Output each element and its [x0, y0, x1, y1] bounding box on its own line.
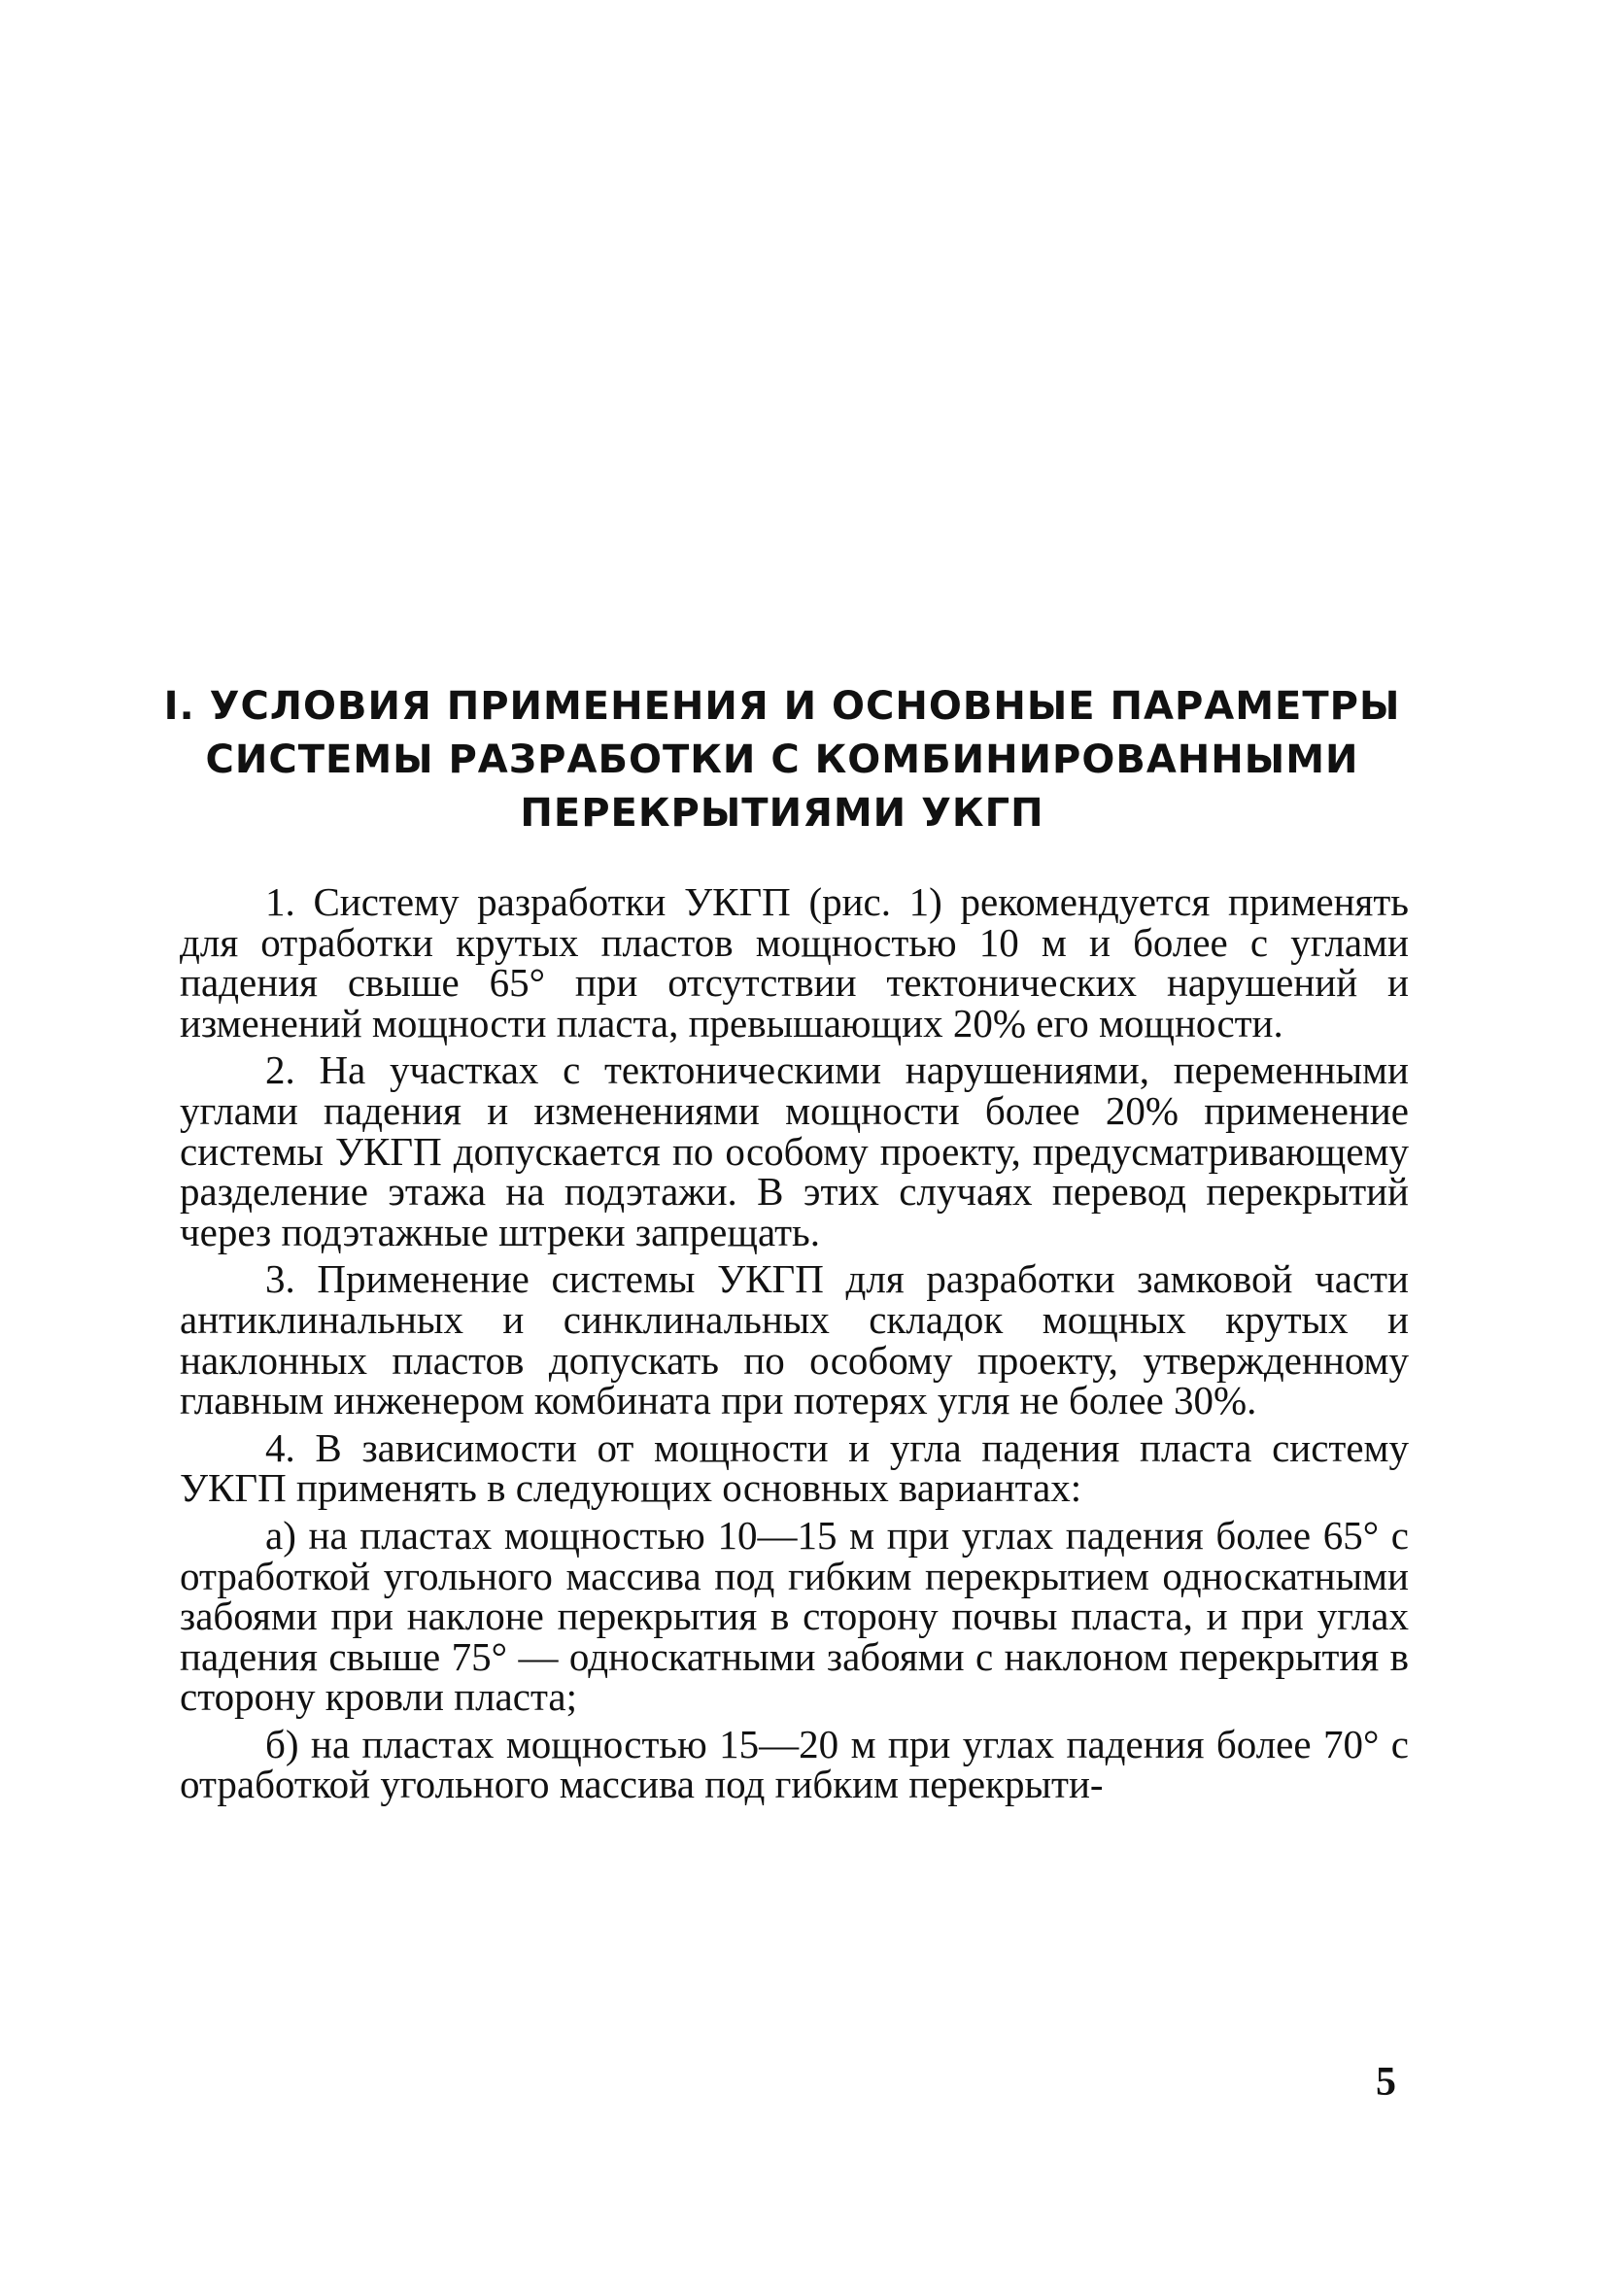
page-number: 5 [1376, 2060, 1396, 2105]
paragraph-3: 3. Применение системы УКГП для разработки замковой части антиклинальных и синклинальных складок мощных крутых и наклонных пластов допускать по особому проекту, утвержденному главным инженером комбината при потерях угля не более 30%. [180, 1256, 1409, 1423]
heading-line-1: I. УСЛОВИЯ ПРИМЕНЕНИЯ И ОСНОВНЫЕ ПАРАМЕТРЫ [163, 684, 1401, 729]
heading-line-3: ПЕРЕКРЫТИЯМИ УКГП [520, 791, 1044, 836]
section-heading [155, 680, 1409, 840]
paragraph-2: 2. На участках с тектоническими нарушениями, переменными углами падения и изменениями мощности более 20% применение системы УКГП допускается по особому проекту, предусматривающему разделение этажа на подэтажи. В этих случаях перевод перекрытий через подэтажные штреки запрещать. [180, 1047, 1409, 1254]
paragraph-1: 1. Систему разработки УКГП (рис. 1) рекомендуется применять для отработки крутых пластов мощностью 10 м и более с углами падения свыше 65° при отсутствии тектонических нарушений и изменений мощности пласта, превышающих 20% его мощности. [180, 879, 1409, 1045]
body-text [180, 879, 1409, 1812]
heading-line-2: СИСТЕМЫ РАЗРАБОТКИ С КОМБИНИРОВАННЫМИ [205, 737, 1359, 782]
paragraph-4: 4. В зависимости от мощности и угла падения пласта систему УКГП применять в следующих основных вариантах: [180, 1424, 1409, 1511]
paragraph-4b: б) на пластах мощностью 15—20 м при углах падения более 70° с отработкой угольного массива под гибким перекрыти- [180, 1721, 1409, 1807]
paragraph-4a: а) на пластах мощностью 10—15 м при углах падения более 65° с отработкой угольного массива под гибким перекрытием односкатными забоями при наклоне перекрытия в сторону почвы пласта, и при углах падения свыше 75° — односкатными забоями с наклоном перекрытия в сторону кровли пласта; [180, 1512, 1409, 1720]
